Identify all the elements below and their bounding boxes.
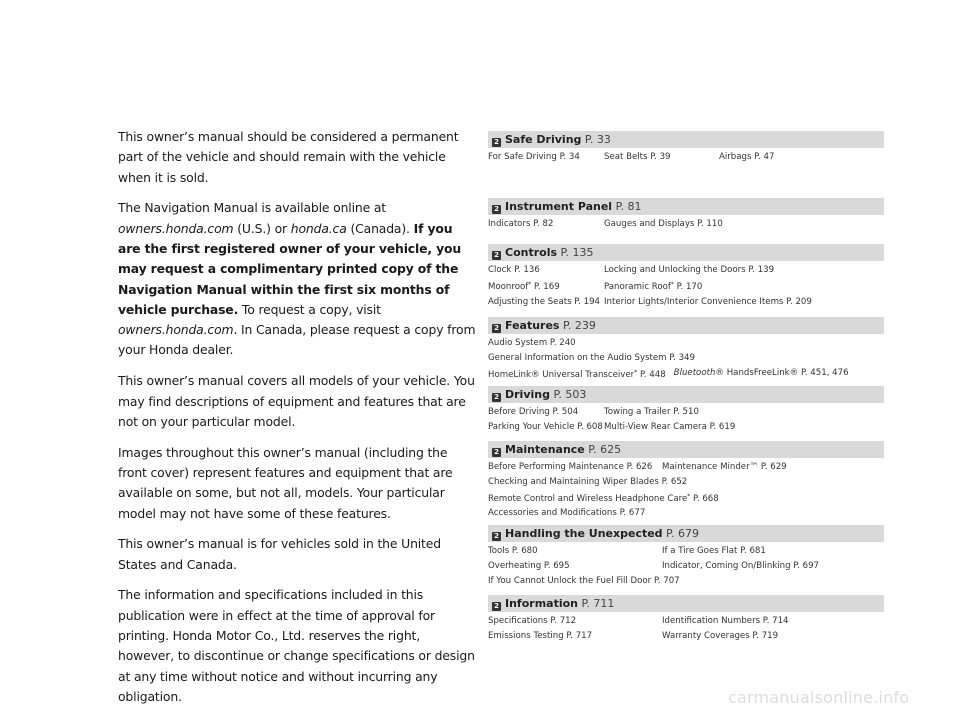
text: P. 448	[637, 369, 666, 380]
intro-paragraph-1: This owner’s manual should be considered a permanent part of the vehicle and should remain with the vehicle when it is sold.	[118, 129, 459, 185]
text: (U.S.) or	[233, 220, 291, 236]
owners-honda-link: owners.honda.com	[118, 220, 234, 236]
toc-section-safe-driving	[488, 131, 884, 198]
intro-paragraph-6: The information and specifications included in this publication were in effect at the time of approval for printing. Honda Motor Co., Ltd. reserves the right, however, to discontinue or change specifications or design at any time without notice and without incurring any obligation.	[118, 587, 475, 704]
section-page: P. 679	[662, 527, 699, 540]
toc-item[interactable]: Interior Lights/Interior Convenience Items P. 209	[604, 296, 812, 307]
toc-header-instrument-panel[interactable]	[488, 198, 884, 215]
section-page: P. 135	[557, 246, 594, 259]
owners-honda-link-2: owners.honda.com	[118, 322, 234, 338]
section-page: P. 81	[612, 200, 642, 213]
section-title: Handling the Unexpected	[505, 527, 663, 540]
toc-item[interactable]: Gauges and Displays P. 110	[604, 219, 723, 229]
toc-item[interactable]: Warranty Coverages P. 719	[662, 630, 779, 641]
toc-item[interactable]: General Information on the Audio System P. 349	[488, 352, 695, 363]
toc-item[interactable]: Locking and Unlocking the Doors P. 139	[604, 265, 775, 275]
toc-item[interactable]	[488, 278, 604, 295]
arrow-icon: 2	[492, 205, 501, 214]
arrow-icon: 2	[492, 138, 501, 147]
toc-item[interactable]: Multi-View Rear Camera P. 619	[604, 421, 736, 432]
text: Bluetooth	[673, 367, 716, 378]
section-title: Maintenance	[505, 443, 585, 456]
toc-header-features[interactable]	[488, 317, 884, 334]
toc-item[interactable]	[604, 278, 702, 295]
toc-header-controls[interactable]	[488, 244, 884, 261]
toc-item[interactable]: Towing a Trailer P. 510	[604, 407, 699, 417]
footnote-star: *	[528, 280, 532, 288]
section-title: Safe Driving	[505, 133, 582, 146]
toc-item[interactable]: For Safe Driving P. 34	[488, 152, 580, 162]
arrow-icon: 2	[492, 251, 501, 260]
toc-item[interactable]: Before Performing Maintenance P. 626	[488, 462, 653, 472]
toc-header-driving[interactable]	[488, 386, 884, 403]
arrow-icon: 2	[492, 393, 501, 402]
toc-header-handling-the-unexpected[interactable]	[488, 525, 884, 542]
complimentary-copy-note: If you are the first registered owner of your vehicle, you may request a complimentary printed copy of the Navigation Manual within the first six months of vehicle purchase.	[118, 220, 462, 317]
toc-item[interactable]: Overheating P. 695	[488, 560, 570, 571]
toc-section-controls	[488, 244, 884, 317]
section-title: Controls	[505, 246, 558, 259]
text: The Navigation Manual is available online at	[118, 200, 387, 216]
honda-ca-link: honda.ca	[290, 220, 347, 236]
text: Panoramic Roof	[604, 281, 671, 292]
toc-item[interactable]: Emissions Testing P. 717	[488, 630, 593, 641]
toc-item[interactable]: If a Tire Goes Flat P. 681	[662, 546, 766, 556]
toc-section-information	[488, 595, 884, 644]
toc-item[interactable]: Tools P. 680	[488, 546, 538, 556]
toc-item[interactable]: Indicator, Coming On/Blinking P. 697	[662, 560, 820, 571]
text: To request a copy, visit	[238, 301, 381, 317]
table-of-contents	[488, 131, 884, 644]
section-title: Instrument Panel	[505, 200, 613, 213]
section-page: P. 239	[559, 319, 596, 332]
text: ® HandsFreeLink® P. 451, 476	[715, 367, 849, 378]
text: Moonroof	[488, 281, 529, 292]
toc-section-maintenance	[488, 441, 884, 525]
section-page: P. 33	[581, 133, 611, 146]
arrow-icon: 2	[492, 602, 501, 611]
toc-section-features	[488, 317, 884, 386]
toc-item[interactable]: Adjusting the Seats P. 194	[488, 296, 601, 307]
toc-item[interactable]: Before Driving P. 504	[488, 407, 579, 417]
toc-item[interactable]	[488, 366, 666, 383]
toc-section-driving	[488, 386, 884, 441]
text: (Canada).	[346, 220, 414, 236]
toc-item[interactable]: Clock P. 136	[488, 265, 540, 275]
toc-item[interactable]: If You Cannot Unlock the Fuel Fill Door P. 707	[488, 575, 680, 586]
section-page: P. 503	[549, 388, 587, 401]
toc-item[interactable]: Audio System P. 240	[488, 338, 576, 348]
toc-item[interactable]: Airbags P. 47	[719, 152, 775, 162]
toc-item[interactable]: Indicators P. 82	[488, 219, 554, 229]
toc-item[interactable]	[488, 490, 719, 507]
text: Remote Control and Wireless Headphone Care	[488, 493, 688, 504]
toc-header-safe-driving[interactable]	[488, 131, 884, 148]
text: P. 170	[673, 281, 703, 292]
toc-item[interactable]: Specifications P. 712	[488, 616, 577, 626]
arrow-icon: 2	[492, 324, 501, 333]
intro-paragraph-2	[118, 198, 476, 360]
text: HomeLink® Universal Transceiver	[488, 369, 635, 380]
text: P. 169	[531, 281, 560, 292]
text: P. 668	[690, 493, 719, 504]
toc-item[interactable]: Accessories and Modifications P. 677	[488, 508, 646, 519]
toc-section-instrument-panel	[488, 198, 884, 244]
text: . In Canada, please request a copy from your Honda dealer.	[118, 322, 476, 358]
toc-item[interactable]: Maintenance Minder™ P. 629	[662, 462, 787, 472]
section-title: Driving	[505, 388, 550, 401]
toc-header-information[interactable]	[488, 595, 884, 612]
intro-text	[118, 127, 476, 718]
toc-header-maintenance[interactable]	[488, 441, 884, 458]
footnote-star: *	[634, 368, 638, 376]
toc-item[interactable]: Seat Belts P. 39	[604, 152, 671, 162]
footnote-star: *	[670, 280, 674, 288]
section-page: P. 711	[578, 597, 615, 610]
toc-item[interactable]: Parking Your Vehicle P. 608	[488, 421, 603, 432]
section-title: Features	[505, 319, 560, 332]
toc-item[interactable]: Identification Numbers P. 714	[662, 616, 789, 626]
arrow-icon: 2	[492, 532, 501, 541]
intro-paragraph-5: This owner’s manual is for vehicles sold in the United States and Canada.	[118, 536, 441, 572]
footnote-star: *	[687, 492, 691, 500]
intro-paragraph-4: Images throughout this owner’s manual (including the front cover) represent features and equipment that are available on some, but not all, models. Your particular model may not have some of these features.	[118, 444, 453, 521]
section-page: P. 625	[584, 443, 622, 456]
section-title: Information	[505, 597, 578, 610]
toc-section-handling-the-unexpected	[488, 525, 884, 595]
watermark: carmanualsonline.info	[728, 688, 910, 707]
toc-item[interactable]: Checking and Maintaining Wiper Blades P. 652	[488, 476, 688, 487]
intro-paragraph-3: This owner’s manual covers all models of your vehicle. You may find descriptions of equipment and features that are not on your particular model.	[118, 373, 475, 429]
arrow-icon: 2	[492, 448, 501, 457]
toc-item[interactable]	[674, 366, 849, 383]
